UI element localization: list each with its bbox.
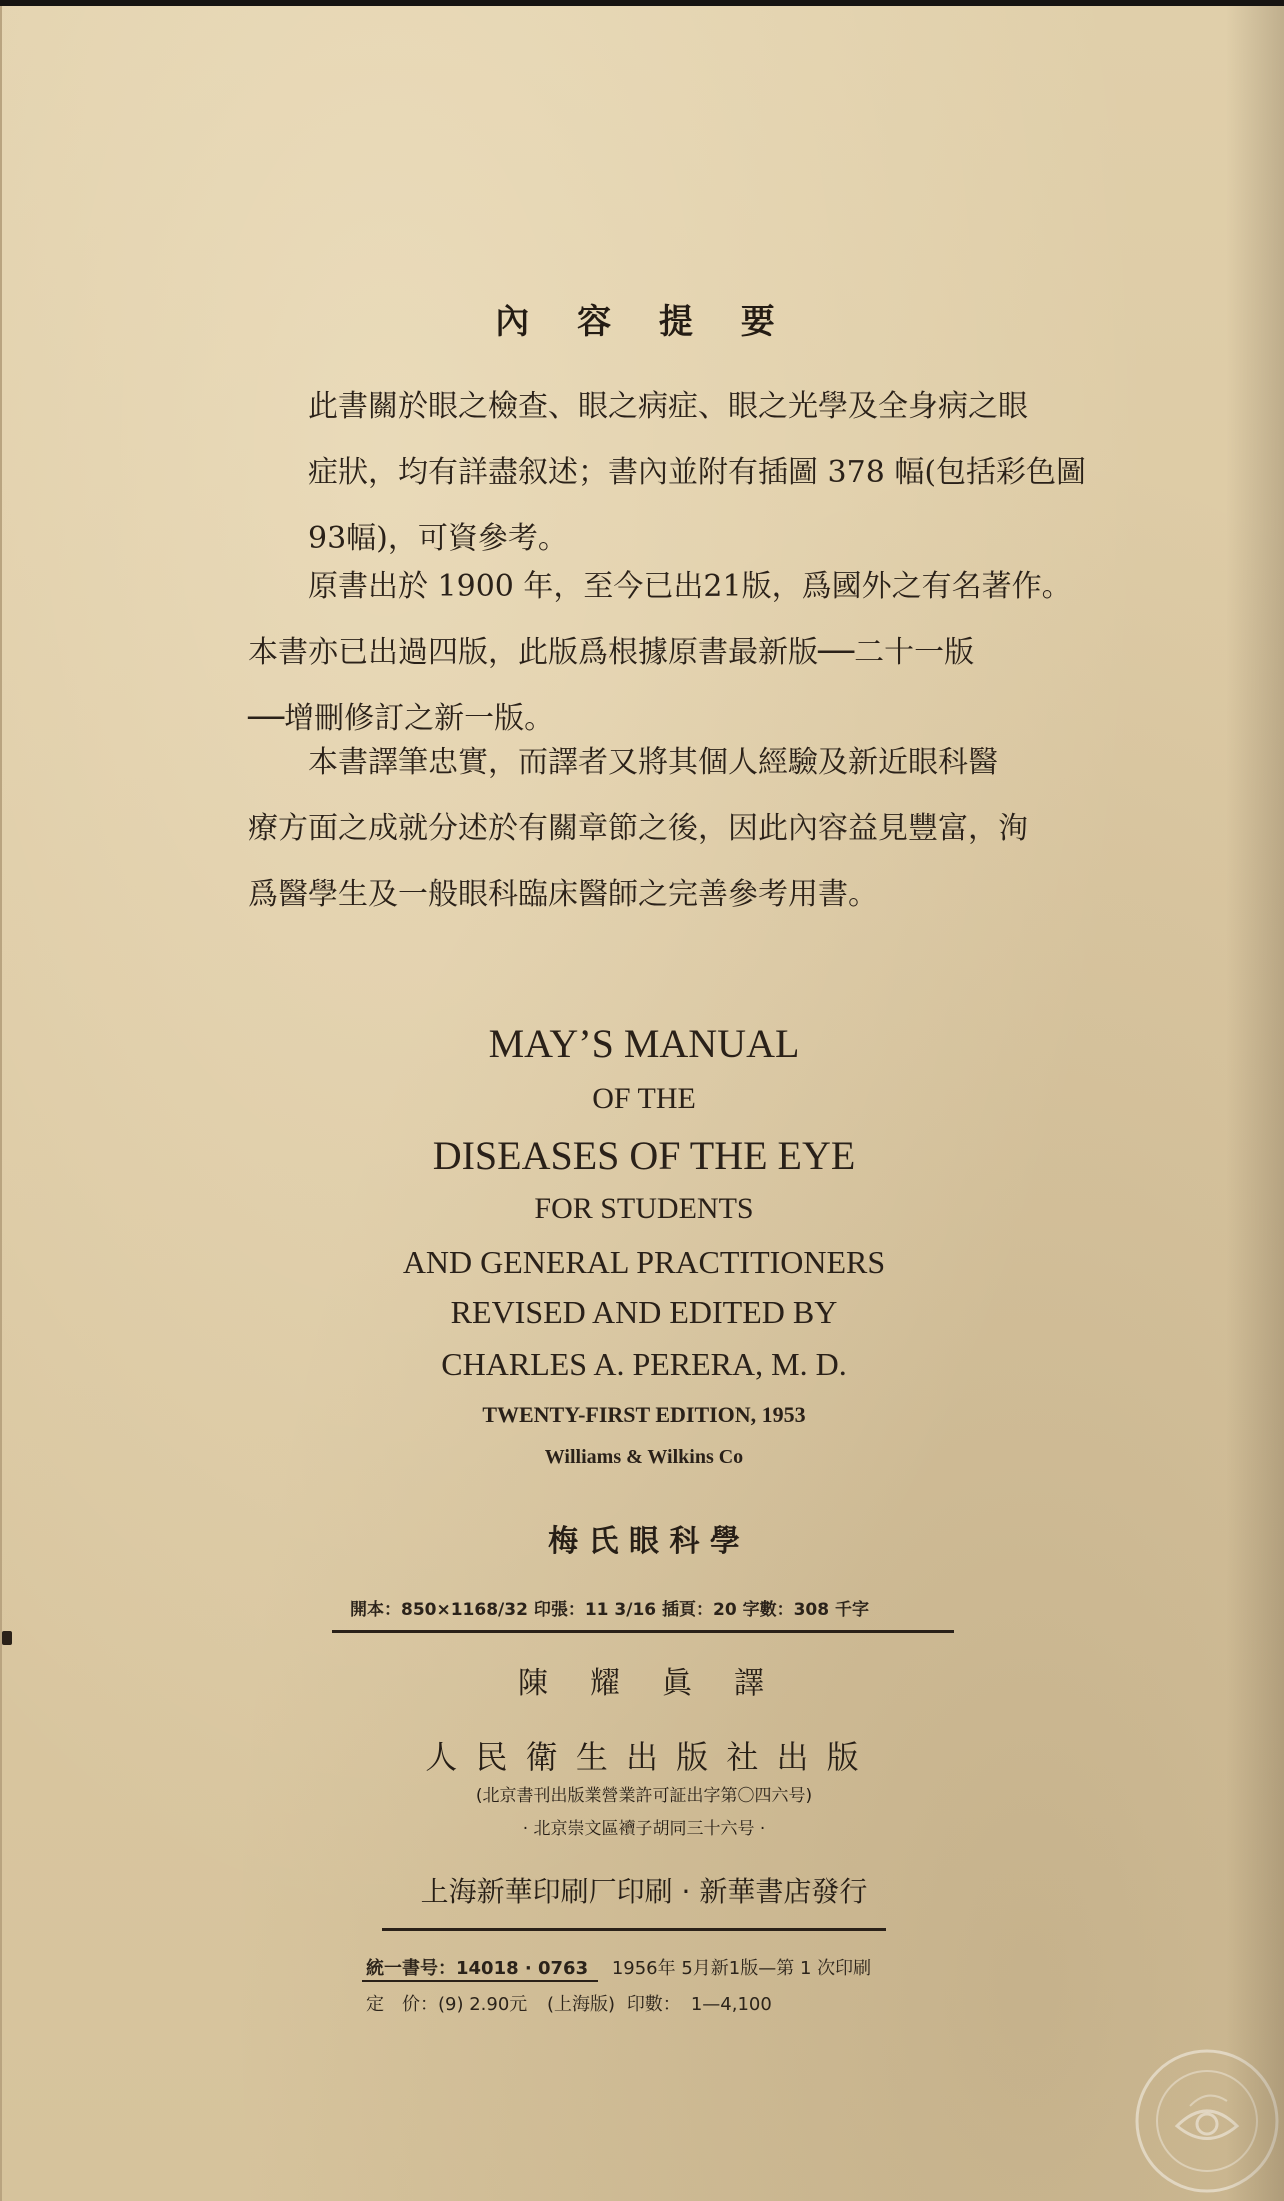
- english-title-line-1: MAY’S MANUAL: [488, 1021, 800, 1066]
- page-mark: [2, 1631, 12, 1645]
- book-number-underline: [362, 1980, 598, 1982]
- summary-heading: 內 容 提 要: [495, 302, 793, 342]
- printing-info: 1956年 5月新1版—第 1 次印刷: [611, 1958, 872, 1979]
- paragraph-line: 93幅)，可資參考。: [308, 521, 568, 556]
- paragraph-line: 本書譯筆忠實，而譯者又將其個人經驗及新近眼科醫: [308, 745, 998, 780]
- translator-line: 陳 耀 眞 譯: [518, 1666, 770, 1701]
- museum-watermark-seal: [1132, 2046, 1282, 2196]
- book-specs: 開本：850×1168/32 印張：11 3/16 插頁：20 字數：308 千字: [350, 1600, 869, 1620]
- paragraph-line: 爲醫學生及一般眼科臨床醫師之完善參考用書。: [248, 877, 878, 912]
- summary-paragraph-1: [308, 374, 1087, 572]
- edition-note: (上海版): [547, 1994, 616, 2015]
- publisher-line: Williams & Wilkins Co: [544, 1446, 744, 1468]
- print-run-value: 1—4,100: [690, 1994, 772, 2015]
- colophon-line-1: [366, 1954, 871, 1980]
- summary-paragraph-2: [248, 554, 1072, 752]
- english-title-line-6: REVISED AND EDITED BY: [450, 1294, 838, 1330]
- english-title-line-4: FOR STUDENTS: [534, 1192, 754, 1225]
- paragraph-line: 此書關於眼之檢查、眼之病症、眼之光學及全身病之眼: [308, 389, 1028, 424]
- colophon-line-2: [366, 1990, 772, 2016]
- price-label: 定 价：: [366, 1994, 438, 2015]
- paragraph-line: 療方面之成就分述於有關章節之後，因此內容益見豐富，洵: [248, 811, 1028, 846]
- english-title-line-2: OF THE: [592, 1082, 696, 1115]
- paragraph-line: 症狀，均有詳盡叙述；書內並附有插圖 378 幅(包括彩色圖: [308, 455, 1087, 490]
- book-number: 14018 · 0763: [456, 1958, 589, 1979]
- paragraph-line: 原書出於 1900 年，至今已出21版，爲國外之有名著作。: [308, 569, 1072, 604]
- english-title-line-7: CHARLES A. PERERA, M. D.: [441, 1346, 847, 1382]
- edition-line: TWENTY-FIRST EDITION, 1953: [482, 1402, 806, 1427]
- paragraph-line: ──增刪修訂之新一版。: [248, 701, 555, 736]
- english-title-line-3: DISEASES OF THE EYE: [432, 1133, 856, 1178]
- printer-line: 上海新華印刷厂印刷 · 新華書店發行: [420, 1875, 868, 1908]
- specs-rule: [332, 1630, 954, 1633]
- press-name: 人 民 衛 生 出 版 社 出 版: [425, 1738, 863, 1776]
- english-title-line-5: AND GENERAL PRACTITIONERS: [402, 1244, 886, 1280]
- summary-paragraph-3: [248, 730, 1068, 928]
- price-value: (9) 2.90元: [438, 1994, 528, 2015]
- book-page: [0, 6, 1284, 2201]
- print-run-label: 印數：: [626, 1994, 681, 2015]
- book-number-label: 統一書号：: [366, 1958, 456, 1979]
- press-address: · 北京崇文區𧟎子胡同三十六号 ·: [522, 1819, 766, 1839]
- printer-rule: [382, 1928, 886, 1931]
- paragraph-line: 本書亦已出過四版，此版爲根據原書最新版──二十一版: [248, 635, 975, 670]
- chinese-title: 梅 氏 眼 科 學: [548, 1524, 740, 1559]
- press-license: (北京書刊出版業營業許可証出字第〇四六号): [475, 1786, 813, 1806]
